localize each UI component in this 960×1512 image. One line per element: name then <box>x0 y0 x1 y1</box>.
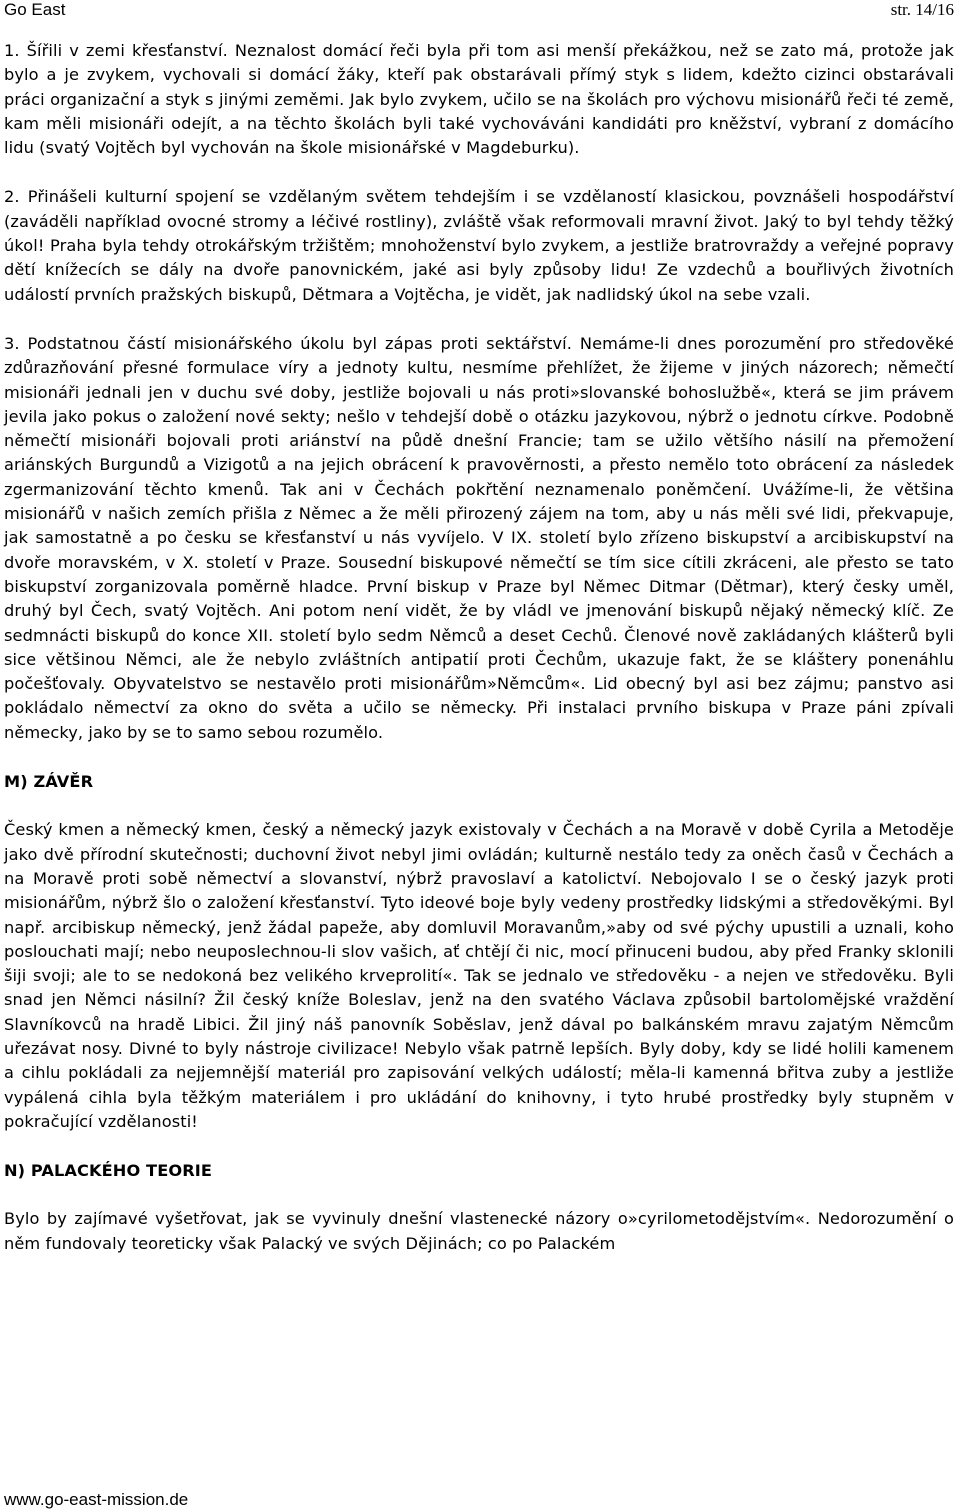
paragraph-1: 1. Šířili v zemi křesťanství. Neznalost domácí řeči byla při tom asi menší překážkou, než se zato má, protože jak bylo a je zvykem, vychovali si domácí žáky, kteří pak obstarávali přímý styk s lidem, kdežto cizinci obstarávali práci organizační a styk s jinými zeměmi. Jak bylo zvykem, učilo se na školách pro výchovu misionářů řeči té země, kam měli misionáři odejít, a na těchto školách byli také vychováváni kandidáti pro kněžství, vybraní z domácího lidu (svatý Vojtěch byl vychován na škole misionářské v Magdeburku). <box>4 41 954 158</box>
document-body <box>4 39 954 1281</box>
page-header <box>4 0 954 26</box>
footer-url[interactable]: www.go-east-mission.de <box>4 1490 189 1509</box>
section-heading-zaver: M) ZÁVĚR <box>4 772 94 792</box>
paragraph-zaver: Český kmen a německý kmen, český a německý jazyk existovaly v Čechách a na Moravě v době Cyrila a Metoděje jako dvě přírodní skutečnosti; duchovní život nebyl jimi ovládán; kulturně nestálo tedy za oněch časů v Čechách a na Moravě proti sobě němectví a slovanství, nýbrž pravoslaví a katolictví. Nebojovalo I se o český jazyk proti misionářům, nýbrž šlo o založení křesťanství. Tyto ideové boje byly vedeny prostředky lidskými a středověkými. Byl např. arcibiskup německý, jenž žádal papeže, aby domluvil Moravanům,»aby od své pýchy upustili a uznali, koho poslouchati mají; nebo neuposlechnou-li slov vašich, ať chtějí či nic, mocí přinuceni budou, aby před Franky sklonili šiji svoji; ale to se nedokoná bez velikého krveprolití«. Tak se jednalo ve středověku - a nejen ve středověku. Byli snad jen Němci násilní? Žil český kníže Boleslav, jenž na den svatého Václava způsobil bartolomějské vraždění Slavníkovců na hradě Libici. Žil jiný náš panovník Soběslav, jenž dával po balkánském mravu zajatým Němcům uřezávat nosy. Divné to byly nástroje civilizace! Nebylo však patrně lepších. Byly doby, kdy se lidé holili kamenem a cihlu pokládali za nejjemnější materiál pro zapisování velkých událostí; měla-li kamenná břitva zuby a jestliže vypálená cihla byla těžkým materiálem i pro ukládání do knihovny, i tyto hrubé prostředky byly stupněm v pokračující vzdělanosti! <box>4 820 954 1131</box>
header-title: Go East <box>4 0 66 19</box>
paragraph-3: 3. Podstatnou částí misionářského úkolu byl zápas proti sektářství. Nemáme-li dnes porozumění pro středověké zdůrazňování přesné formulace víry a jednoty kultu, nesmíme přehlížet, že žijeme v jiných názorech; němečtí misionáři jednali jen v duchu své doby, jestliže bojovali u nás proti»slovanské bohoslužbě«, která se jim právem jevila jako pokus o založení nové sekty; nešlo v tehdejší době o otázku jazykovou, nýbrž o jednotu církve. Podobně němečtí misionáři bojovali proti ariánství na půdě dnešní Francie; tam se užilo většího násilí na přemožení ariánských Burgundů a Vizigotů a na jejich obrácení k pravověrnosti, a přesto nemělo toto obrácení za následek zgermanizování těchto kmenů. Tak ani v Čechách pokřtění neznamenalo poněmčení. Uvážíme-li, že většina misionářů v našich zemích přišla z Němec a že měli přirozený zájem na tom, aby u nás měli své lidi, překvapuje, jak samostatně a po česku se křesťanství u nás vyvíjelo. V IX. století bylo zřízeno biskupství a arcibiskupství na dvoře moravském, v X. století v Praze. Sousední biskupové němečtí se tím sice cítili zkráceni, ale přesto se tato biskupství zorganizovala poměrně hladce. První biskup v Praze byl Němec Ditmar (Dětmar), který česky uměl, druhý byl Čech, svatý Vojtěch. Ani potom není vidět, že by vládl ve jmenování biskupů nějaký německý klíč. Ze sedmnácti biskupů do konce XII. století bylo sedm Němců a deset Cechů. Členové nově zakládaných klášterů byli sice většinou Němci, ale že nebylo zvláštních antipatií proti Čechům, ukazuje fakt, že se kláštery ponenáhlu počešťovaly. Obyvatelstvo se nestavělo proti misionářům»Němcům«. Lid obecný byl asi bez zájmu; panstvo asi pokládalo němectví za okno do světa a učilo se německy. Při instalaci prvního biskupa v Praze páni zpívali německy, jako by se to samo sebou rozumělo. <box>4 333 954 742</box>
paragraph-2: 2. Přinášeli kulturní spojení se vzdělaným světem tehdejším i se vzdělaností klasickou, povznášeli hospodářství (zaváděli například ovocné stromy a léčivé rostliny), zvláště však reformovali mravní život. Jaký to byl tehdy těžký úkol! Praha byla tehdy otrokářským tržištěm; mnohoženství bylo zvykem, a jestliže bratrovraždy a veřejné popravy dětí knížecích se dály na dvoře panovnickém, jaké asi byly způsoby lidu! Ze vzdechů a bouřlivých životních událostí prvních pražských biskupů, Dětmara a Vojtěcha, je vidět, jak nadlidský úkol na sebe vzali. <box>4 187 954 304</box>
paragraph-palacky: Bylo by zajímavé vyšetřovat, jak se vyvinuly dnešní vlastenecké názory o»cyrilometodějstvím«. Nedorozumění o něm fundovaly teoreticky však Palacký ve svých Dějinách; co po Palackém <box>4 1209 954 1253</box>
page-number: str. 14/16 <box>890 0 954 19</box>
section-heading-palacky: N) PALACKÉHO TEORIE <box>4 1161 213 1181</box>
